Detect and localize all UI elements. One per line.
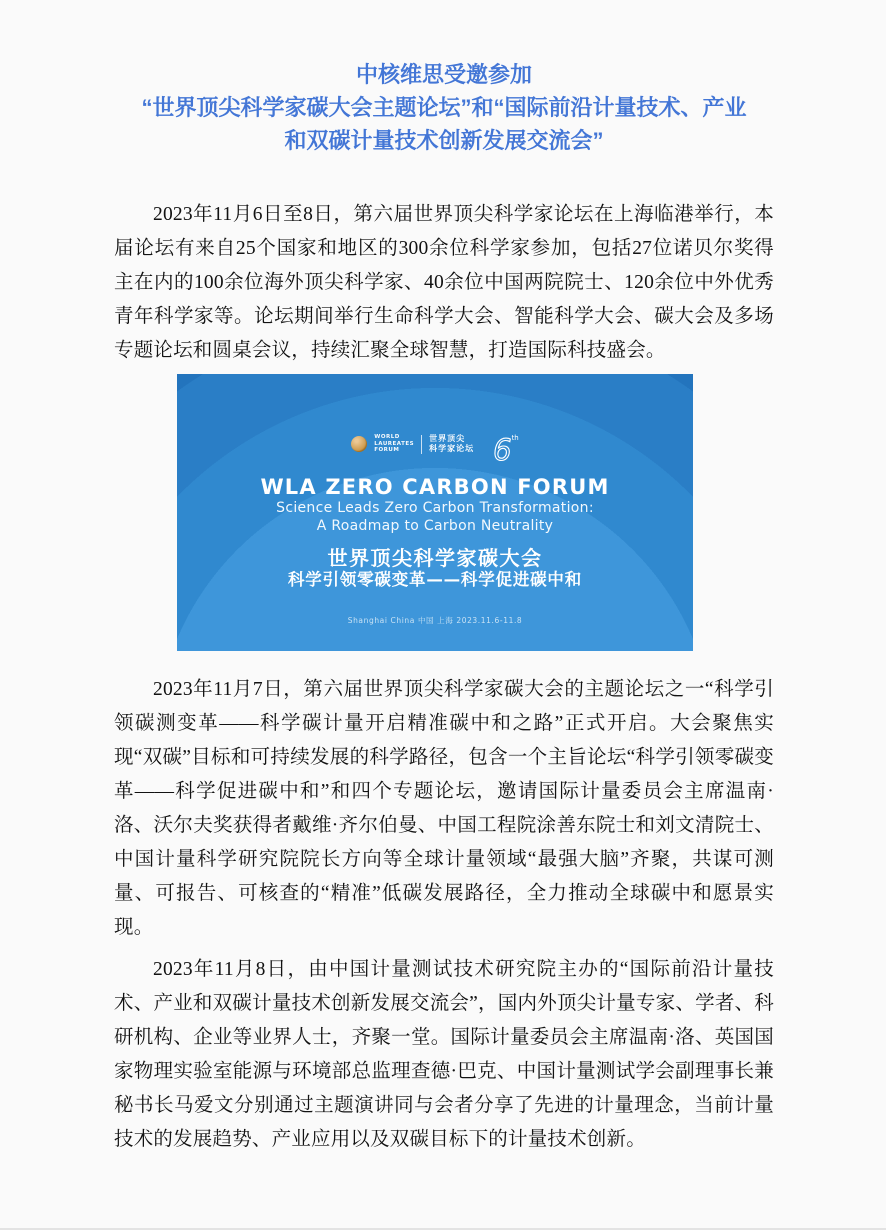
banner-subtitle-en-line-2: A Roadmap to Carbon Neutrality xyxy=(316,518,554,534)
wlf-globe-logo-icon xyxy=(351,436,367,452)
banner-title-en: WLA ZERO CARBON FORUM xyxy=(260,475,610,499)
banner-location-date: Shanghai China 中国 上海 2023.11.6-11.8 xyxy=(347,616,523,625)
paragraph-forum-overview: 2023年11月6日至8日，第六届世界顶尖科学家论坛在上海临港举行，本届论坛有来自25个国家和地区的300余位科学家参加，包括27位诺贝尔奖得主在内的100余位海外顶尖科学家、40余位中国两院院士、120余位中外优秀青年科学家等。论坛期间举行生命科学大会、智能科学大会、碳大会及多场专题论坛和圆桌会议，持续汇聚全球智慧，打造国际科技盛会。 xyxy=(114,204,774,361)
article-title-line-3: 和双碳计量技术创新发展交流会” xyxy=(284,128,604,153)
article-title-line-2: “世界顶尖科学家碳大会主题论坛”和“国际前沿计量技术、产业 xyxy=(141,95,747,120)
banner-title-cn: 世界顶尖科学家碳大会 xyxy=(327,546,543,570)
wlf-org-en-line-2: LAUREATES xyxy=(374,440,415,447)
banner-subtitle-en xyxy=(177,499,693,535)
wlf-org-en-line-3: FORUM xyxy=(374,447,400,454)
banner-logo-row xyxy=(177,374,693,467)
wlf-org-name-cn xyxy=(429,434,474,455)
article-title xyxy=(114,58,774,157)
logo-divider xyxy=(421,435,422,454)
edition-suffix: th xyxy=(511,433,519,442)
paragraph-carbon-conference: 2023年11月7日，第六届世界顶尖科学家碳大会的主题论坛之一“科学引领碳测变革——科学碳计量开启精准碳中和之路”正式开启。大会聚焦实现“双碳”目标和可持续发展的科学路径，包含一个主旨论坛“科学引领零碳变革——科学促进碳中和”和四个专题论坛，邀请国际计量委员会主席温南·洛、沃尔夫奖获得者戴维·齐尔伯曼、中国工程院涂善东院士和刘文清院士、中国计量科学研究院院长方向等全球计量领域“最强大脑”齐聚，共谋可测量、可报告、可核查的“精准”低碳发展路径，全力推动全球碳中和愿景实现。 xyxy=(114,679,774,938)
banner-subtitle-en-line-1: Science Leads Zero Carbon Transformation: xyxy=(276,500,594,516)
wlf-org-cn-line-2: 科学家论坛 xyxy=(429,444,475,453)
wla-zero-carbon-forum-banner xyxy=(177,374,693,651)
paragraph-metrology-exchange: 2023年11月8日，由中国计量测试技术研究院主办的“国际前沿计量技术、产业和双碳计量技术创新发展交流会”，国内外顶尖计量专家、学者、科研机构、企业等业界人士，齐聚一堂。国际计量委员会主席温南·洛、英国国家物理实验室能源与环境部总监理查德·巴克、中国计量测试学会副理事长兼秘书长马爱文分别通过主题演讲同与会者分享了先进的计量理念，当前计量技术的发展趋势、产业应用以及双碳目标下的计量技术创新。 xyxy=(114,959,774,1150)
edition-number: 6 xyxy=(493,432,512,467)
article-title-line-1: 中核维思受邀参加 xyxy=(355,62,532,87)
banner-subtitle-cn: 科学引领零碳变革——科学促进碳中和 xyxy=(287,570,583,589)
wlf-org-name-en xyxy=(374,434,414,454)
wlf-org-cn-line-1: 世界顶尖 xyxy=(429,433,466,443)
sixth-edition-emblem-icon xyxy=(493,424,519,465)
wlf-org-en-line-1: WORLD xyxy=(374,434,400,441)
